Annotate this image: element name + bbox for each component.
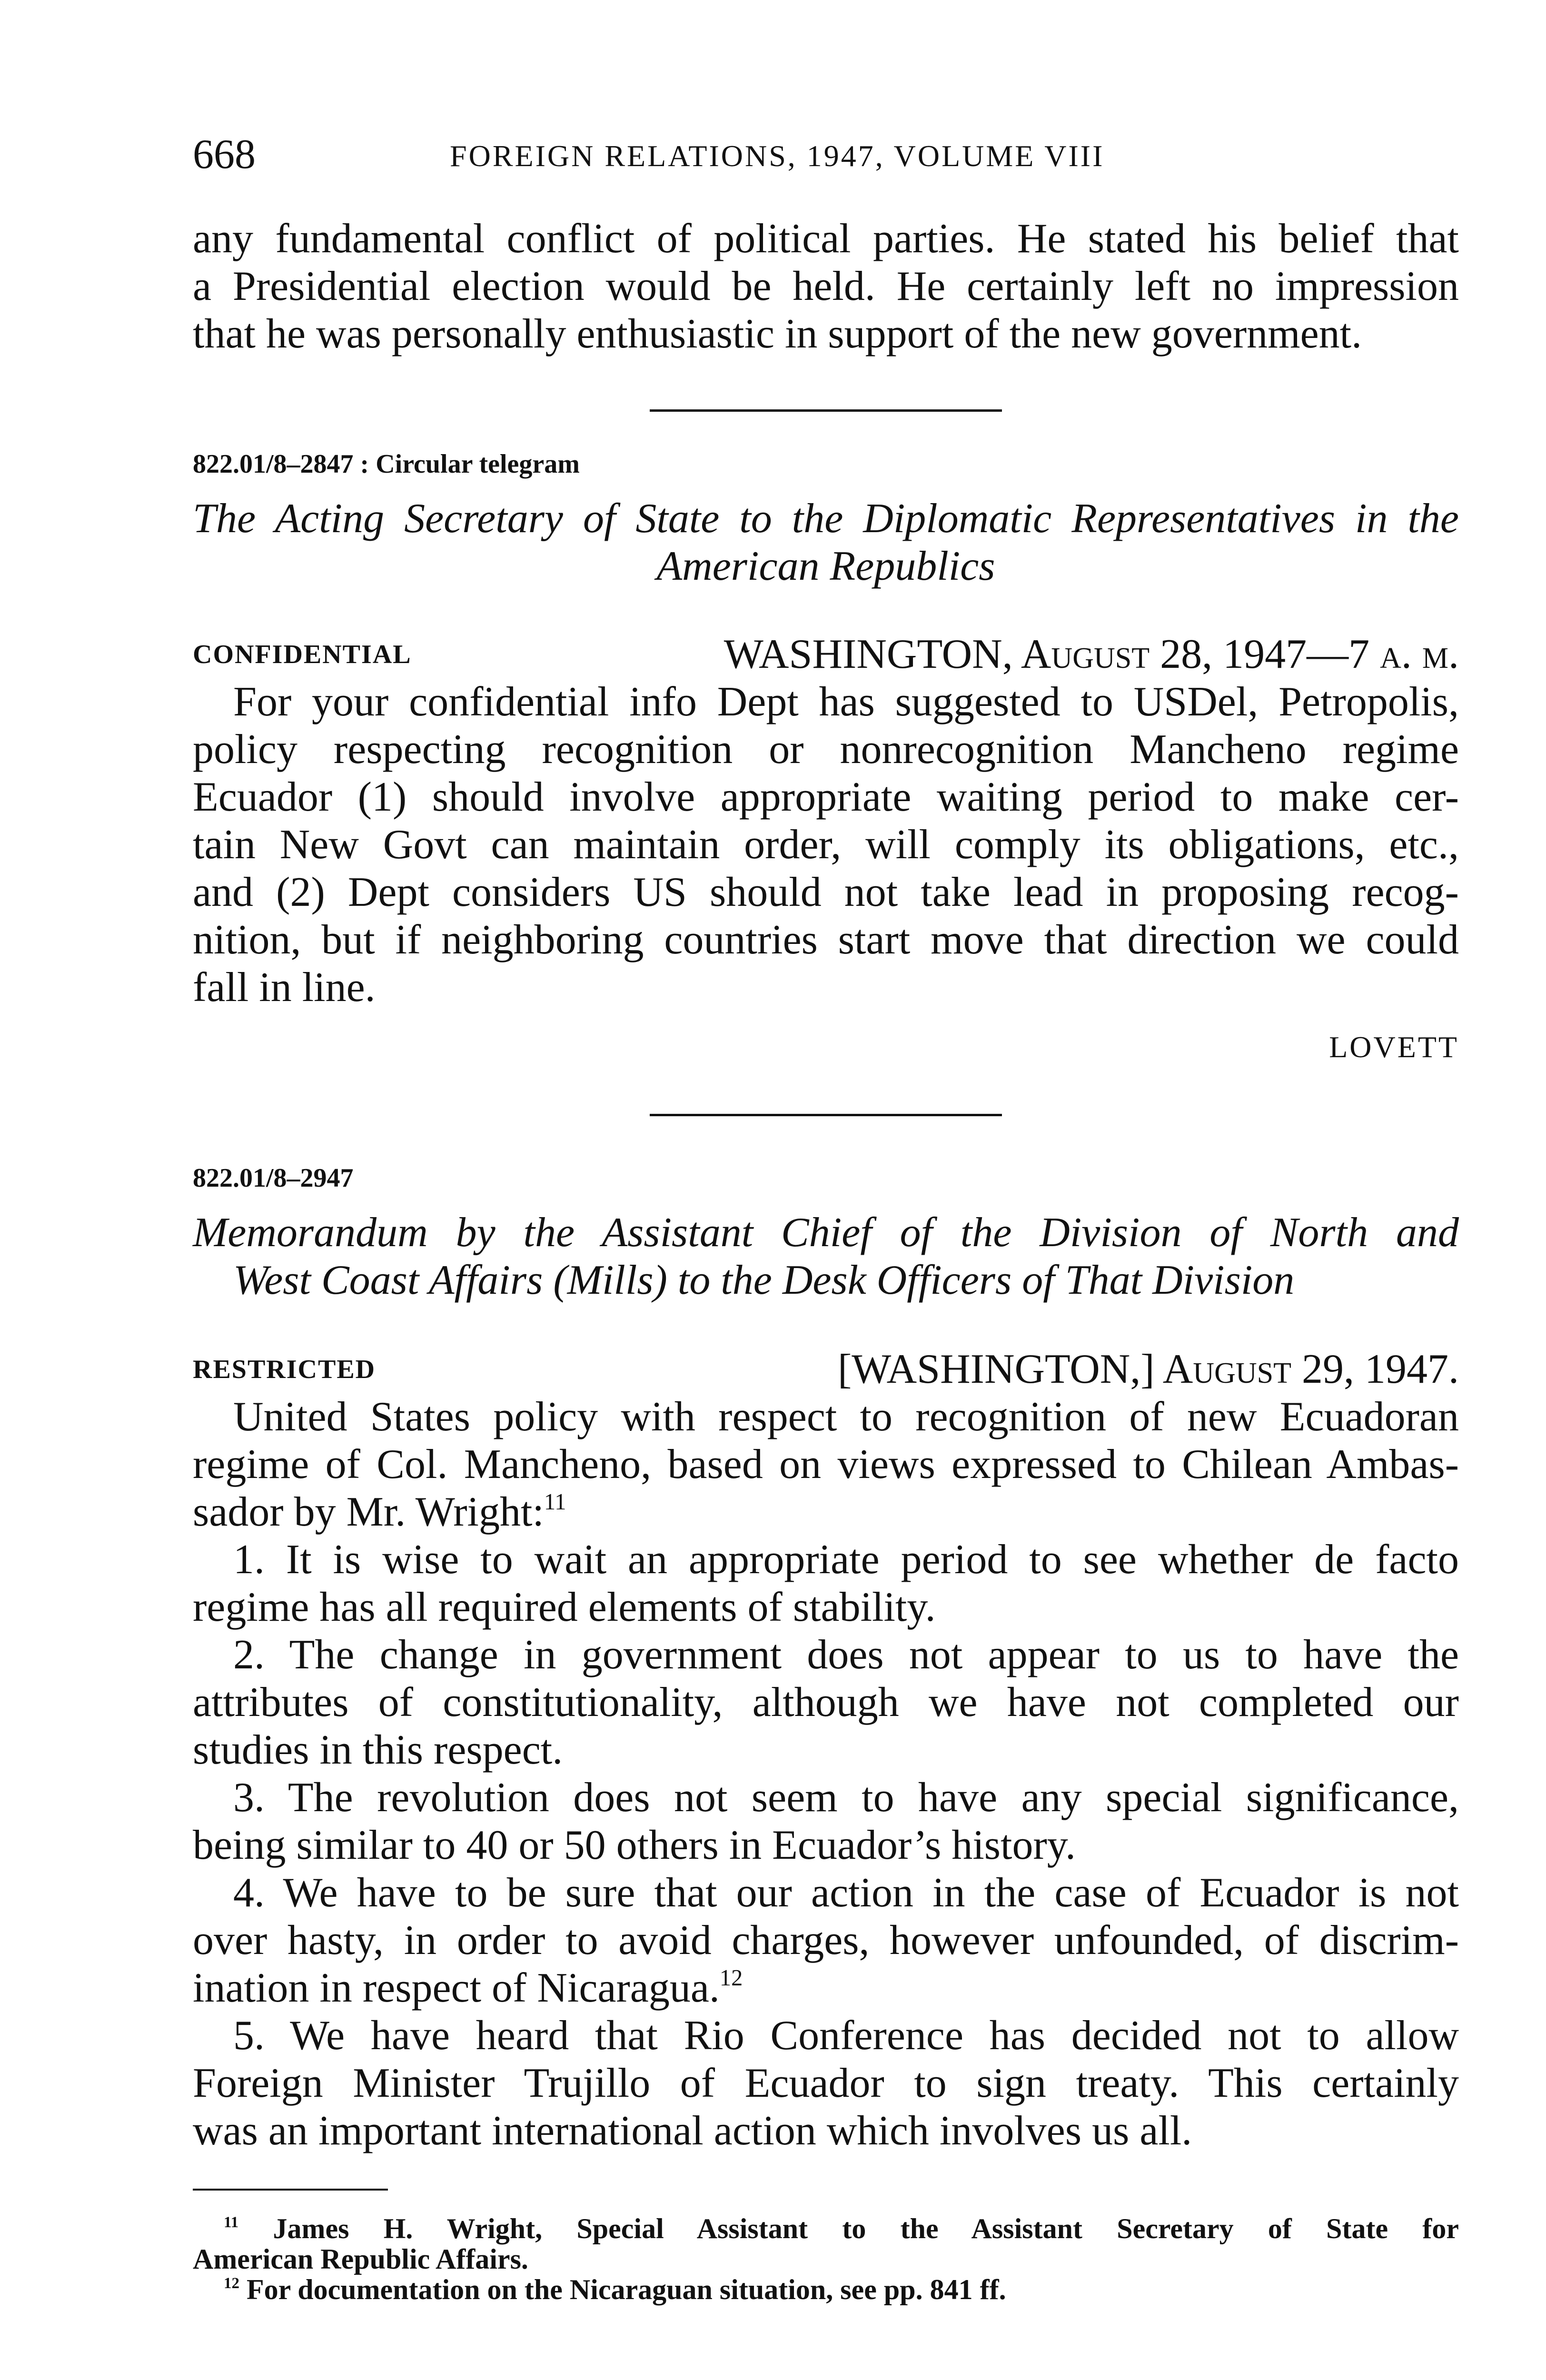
footnote-11 [224, 2213, 1459, 2244]
doc2-place-date-text: [WASHINGTON,] August 29, 1947. [837, 1346, 1459, 1392]
doc2-place-date [838, 1346, 1459, 1393]
footnote-11-mark: 11 [224, 2213, 239, 2231]
doc1-place-date [724, 631, 1459, 678]
doc1-body-line: policy respecting recognition or nonrecognition Mancheno regime [193, 726, 1459, 773]
running-head: FOREIGN RELATIONS, 1947, VOLUME VIII [450, 139, 1105, 173]
doc2-body-line: 5. We have heard that Rio Conference has decided not to allow [233, 2013, 1459, 2059]
section-divider [650, 409, 1002, 412]
doc2-body-line [193, 1964, 1459, 2012]
footnote-ref-11[interactable]: 11 [544, 1489, 566, 1515]
doc2-body-line: regime of Col. Mancheno, based on views expressed to Chilean Ambas- [193, 1441, 1459, 1488]
footnote-12-mark: 12 [224, 2274, 239, 2292]
footnote-divider [193, 2189, 388, 2191]
section-divider [650, 1114, 1002, 1116]
doc2-body-line: 2. The change in government does not appear to us to have the [233, 1632, 1459, 1678]
footnote-12 [224, 2274, 1490, 2305]
page-header [193, 129, 1459, 181]
doc2-body-line: attributes of constitutionality, although we have not completed our [193, 1679, 1459, 1726]
doc1-body-line: nition, but if neighboring countries start move that direction we could [193, 917, 1459, 963]
doc2-body-line: 4. We have to be sure that our action in the case of Ecuador is not [233, 1870, 1459, 1916]
doc2-title-line: Memorandum by the Assistant Chief of the Division of North and [193, 1210, 1459, 1256]
doc1-body-line: fall in line. [193, 964, 376, 1011]
doc1-classification: CONFIDENTIAL [193, 640, 412, 669]
doc2-body-line: Foreign Minister Trujillo of Ecuador to sign treaty. This certainly [193, 2060, 1459, 2106]
doc1-body-line: and (2) Dept considers US should not take lead in proposing recog- [193, 869, 1459, 915]
footnote-12-text: For documentation on the Nicaraguan situation, see pp. 841 ff. [247, 2274, 1006, 2305]
doc2-body-line: being similar to 40 or 50 others in Ecuador’s history. [193, 1822, 1076, 1868]
doc2-body-line: over hasty, in order to avoid charges, however unfounded, of discrim- [193, 1917, 1459, 1964]
doc1-signature: LOVETT [1329, 1030, 1459, 1064]
doc2-body-line: was an important international action which involves us all. [193, 2108, 1192, 2154]
doc2-body-line: United States policy with respect to recognition of new Ecuadoran [233, 1394, 1459, 1440]
doc2-title-line: West Coast Affairs (Mills) to the Desk Officers of That Division [233, 1257, 1295, 1303]
footnote-ref-12[interactable]: 12 [719, 1965, 743, 1991]
doc1-body-line: For your confidential info Dept has suggested to USDel, Petropolis, [233, 679, 1459, 725]
doc1-body-line: Ecuador (1) should involve appropriate waiting period to make cer- [193, 774, 1459, 820]
doc1-title-line: American Republics [656, 543, 995, 589]
doc2-body-line [193, 1488, 1459, 1536]
doc2-body-line: studies in this respect. [193, 1727, 563, 1773]
doc1-file-reference: 822.01/8–2847 : Circular telegram [193, 449, 580, 479]
intro-line: a Presidential election would be held. He certainly left no impression [193, 263, 1459, 309]
footnote-11-text: James H. Wright, Special Assistant to the Assistant Secretary of State for [273, 2213, 1459, 2244]
doc2-body-line: regime has all required elements of stability. [193, 1584, 936, 1630]
intro-line: any fundamental conflict of political parties. He stated his belief that [193, 216, 1459, 262]
page-number: 668 [193, 131, 256, 178]
doc2-body-line: 1. It is wise to wait an appropriate period to see whether de facto [233, 1537, 1459, 1583]
footnote-11-continued: American Republic Affairs. [193, 2243, 528, 2275]
doc2-body-text: sador by Mr. Wright: [193, 1489, 544, 1535]
doc1-place-date-text: WASHINGTON, August 28, 1947—7 a. m. [723, 631, 1459, 677]
doc1-title-line: The Acting Secretary of State to the Diplomatic Representatives in the [193, 496, 1459, 542]
doc1-body-line: tain New Govt can maintain order, will comply its obligations, etc., [193, 822, 1459, 868]
doc2-file-reference: 822.01/8–2947 [193, 1163, 354, 1193]
doc2-classification: RESTRICTED [193, 1355, 376, 1384]
intro-line: that he was personally enthusiastic in support of the new government. [193, 311, 1362, 357]
doc2-body-text: ination in respect of Nicaragua. [193, 1965, 720, 2011]
doc2-body-line: 3. The revolution does not seem to have any special significance, [233, 1775, 1459, 1821]
